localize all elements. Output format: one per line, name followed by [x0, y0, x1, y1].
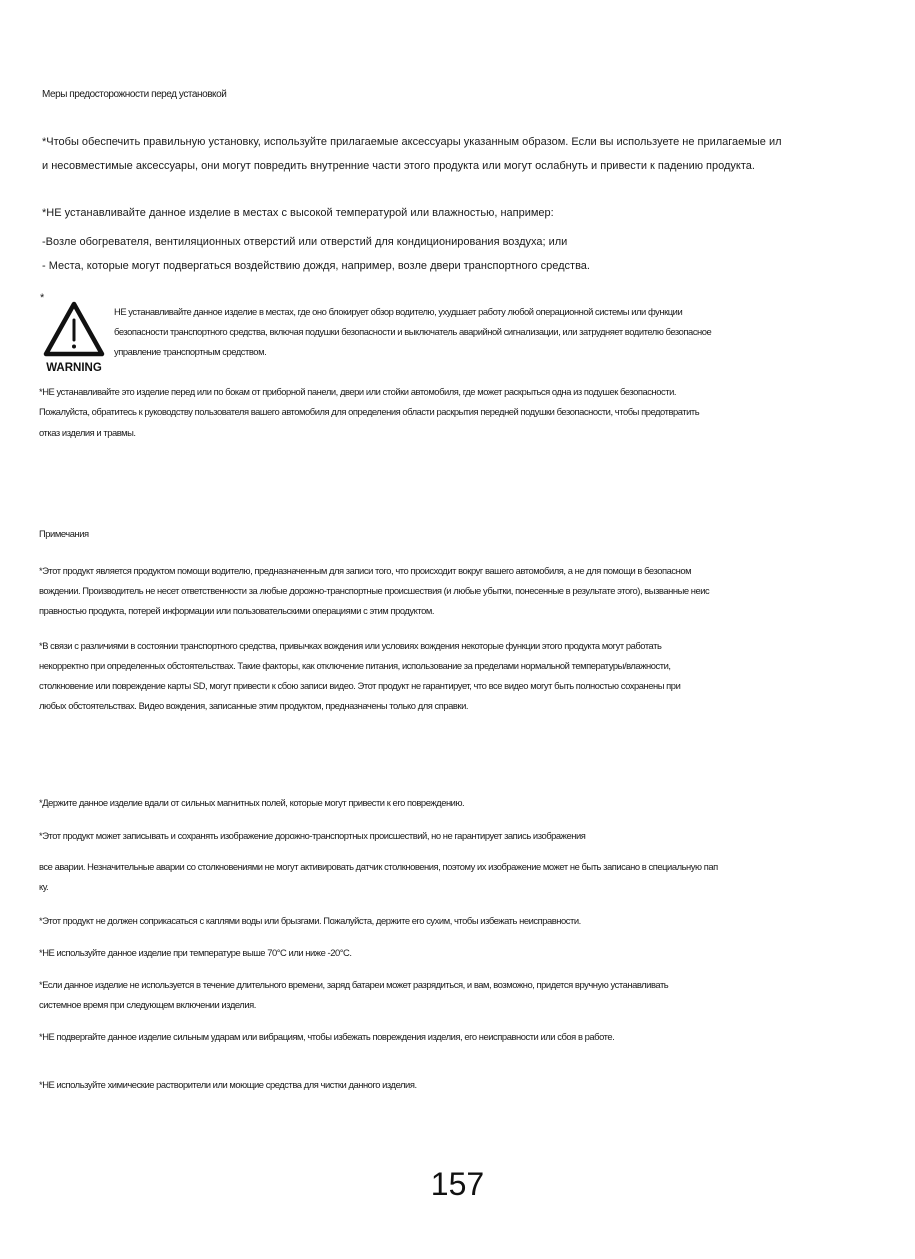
paragraph-line: -Возле обогревателя, вентиляционных отверстий или отверстий для кондиционирования воздуха; или	[42, 236, 568, 248]
paragraph-line: *Если данное изделие не используется в течение длительного времени, заряд батареи может разрядиться, и вам, возможно, придется вручную устанавливать	[39, 979, 669, 990]
paragraph-line: правностью продукта, потерей информации или пользовательскими операциями с этим продуктом.	[39, 605, 435, 616]
warning-line: НЕ устанавливайте данное изделие в местах, где оно блокирует обзор водителю, ухудшает работу любой операционной системы или функции	[114, 306, 683, 317]
paragraph-line: столкновение или повреждение карты SD, могут привести к сбою записи видео. Этот продукт не гарантирует, что все видео могут быть полностью сохранены при	[39, 680, 681, 691]
paragraph-line: *В связи с различиями в состоянии транспортного средства, привычках вождения или условиях вождения некоторые функции этого продукта могут работать	[39, 640, 662, 651]
section-title-precautions: Меры предосторожности перед установкой	[42, 89, 227, 100]
paragraph-line: ку.	[39, 881, 49, 892]
paragraph-line: Пожалуйста, обратитесь к руководству пользователя вашего автомобиля для определения области раскрытия передней подушки безопасности, чтобы предотвратить	[39, 406, 700, 417]
paragraph-line: *НЕ используйте химические растворители или моющие средства для чистки данного изделия.	[39, 1079, 417, 1090]
section-title-notes: Примечания	[39, 528, 89, 539]
paragraph-line: *Этот продукт не должен соприкасаться с каплями воды или брызгами. Пожалуйста, держите его сухим, чтобы избежать неисправности.	[39, 915, 581, 926]
paragraph-line: некорректно при определенных обстоятельствах. Такие факторы, как отключение питания, использование за пределами нормальной температуры/влажности,	[39, 660, 671, 671]
warning-icon	[42, 300, 106, 374]
paragraph-line: любых обстоятельствах. Видео вождения, записанные этим продуктом, предназначены только для справки.	[39, 700, 469, 711]
paragraph-line: системное время при следующем включении изделия.	[39, 999, 256, 1010]
paragraph-line: *Держите данное изделие вдали от сильных магнитных полей, которые могут привести к его повреждению.	[39, 797, 465, 808]
warning-icon-label: WARNING	[46, 362, 102, 374]
paragraph-line: вождении. Производитель не несет ответственности за любые дорожно-транспортные происшествия (и любые убытки, понесенные в результате этого), вызванные неис	[39, 585, 710, 596]
page-number: 157	[430, 1166, 485, 1202]
paragraph-line: - Места, которые могут подвергаться воздействию дождя, например, возле двери транспортного средства.	[42, 260, 590, 272]
paragraph-line: *НЕ устанавливайте данное изделие в местах с высокой температурой или влажностью, например:	[42, 207, 554, 219]
warning-line: безопасности транспортного средства, включая подушки безопасности и выключатель аварийной сигнализации, или затрудняет водителю безопасное	[114, 326, 712, 337]
paragraph-line: *Этот продукт является продуктом помощи водителю, предназначенным для записи того, что происходит вокруг вашего автомобиля, а не для помощи в безопасном	[39, 565, 692, 576]
paragraph-line: и несовместимые аксессуары, они могут повредить внутренние части этого продукта или могут ослабнуть и привести к падению продукта.	[42, 160, 755, 172]
paragraph-line: *НЕ используйте данное изделие при температуре выше 70°C или ниже -20°C.	[39, 947, 352, 958]
paragraph-line: все аварии. Незначительные аварии со столкновениями не могут активировать датчик столкновения, поэтому их изображение может не быть записано в специальную пап	[39, 861, 718, 872]
warning-asterisk: *	[40, 292, 45, 304]
paragraph-line: *Чтобы обеспечить правильную установку, используйте прилагаемые аксессуары указанным образом. Если вы используете не прилагаемые ил	[42, 136, 782, 148]
paragraph-line: *Этот продукт может записывать и сохранять изображение дорожно-транспортных происшествий, но не гарантирует запись изображения	[39, 830, 586, 841]
warning-line: управление транспортным средством.	[114, 346, 267, 357]
paragraph-line: отказ изделия и травмы.	[39, 427, 136, 438]
paragraph-line: *НЕ подвергайте данное изделие сильным ударам или вибрациям, чтобы избежать повреждения изделия, его неисправности или сбоя в работе.	[39, 1031, 615, 1042]
paragraph-line: *НЕ устанавливайте это изделие перед или по бокам от приборной панели, двери или стойки автомобиля, где может раскрыться одна из подушек безопасности.	[39, 386, 677, 397]
